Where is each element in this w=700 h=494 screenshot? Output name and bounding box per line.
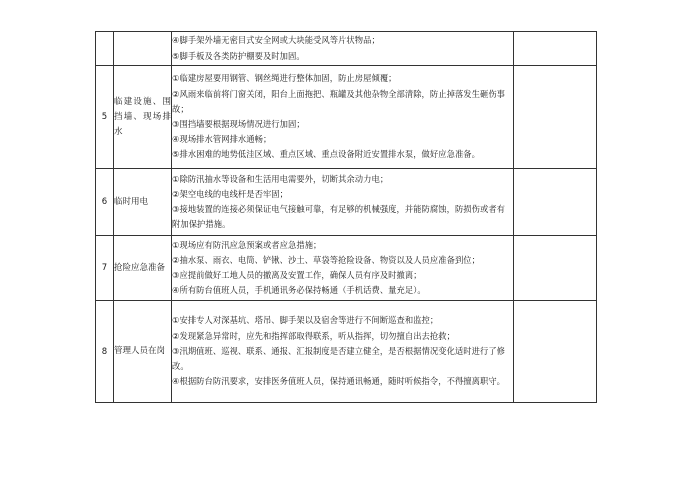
remark-cell bbox=[514, 169, 597, 236]
content-line: ⑤排水困难的地势低洼区域、重点区域、重点设备附近安置排水泵，做好应急准备。 bbox=[172, 149, 480, 160]
content-line: ③围挡墙要根据现场情况进行加固； bbox=[172, 119, 305, 129]
table-row bbox=[96, 66, 597, 169]
item-name bbox=[114, 32, 172, 66]
content-cell bbox=[172, 301, 514, 403]
item-name: 临建设施、围挡墙、现场排水 bbox=[114, 66, 172, 169]
content-cell bbox=[172, 66, 514, 169]
content-line: ④现场排水管网排水通畅； bbox=[172, 134, 272, 145]
content-line: ②架空电线的电线杆是否牢固； bbox=[172, 188, 288, 199]
item-name: 临时用电 bbox=[114, 169, 172, 236]
remark-cell bbox=[514, 301, 597, 403]
inspection-table bbox=[95, 31, 597, 403]
content-line: ①临建房屋要用钢管、钢丝绳进行整体加固，防止房屋倾覆； bbox=[172, 73, 397, 84]
content-cell bbox=[172, 32, 514, 66]
table-row bbox=[96, 301, 597, 403]
content-line: ④根据防台防汛要求，安排医务值班人员，保持通讯畅通，随时听候指令，不得擅离职守。 bbox=[172, 376, 506, 387]
content-line: ①安排专人对深基坑、塔吊、脚手架以及宿舍等进行不间断巡查和监控； bbox=[172, 315, 439, 326]
content-line: ⑤脚手板及各类防护棚要及时加固。 bbox=[172, 50, 305, 61]
row-number: 8 bbox=[96, 301, 114, 403]
row-number: 7 bbox=[96, 236, 114, 301]
content-cell bbox=[172, 236, 514, 301]
content-line: ④脚手架外墙无密目式安全网或大块能受风等片状物品； bbox=[172, 35, 380, 46]
row-number: 6 bbox=[96, 169, 114, 236]
row-number: 5 bbox=[96, 66, 114, 169]
content-line: ④所有防台值班人员，手机通讯务必保持畅通（手机话费、量充足）。 bbox=[172, 285, 426, 296]
item-name: 管理人员在岗 bbox=[114, 301, 172, 403]
table-row bbox=[96, 236, 597, 301]
content-line: ③汛期值班、巡视、联系、通报、汇报制度是否建立健全，是否根据情况变化适时进行了修改。 bbox=[172, 345, 506, 372]
content-line: ①除防汛抽水等设备和生活用电需要外，切断其余动力电； bbox=[172, 173, 389, 184]
table-row bbox=[96, 169, 597, 236]
content-line: ②抽水泵、雨衣、电筒、铲锹、沙土、草袋等抢险设备、物资以及人员应准备到位； bbox=[172, 254, 480, 265]
content-line: ③应提前做好工地人员的撤离及安置工作，确保人员有序及时撤离； bbox=[172, 270, 422, 280]
remark-cell bbox=[514, 66, 597, 169]
row-number bbox=[96, 32, 114, 66]
item-name: 抢险应急准备 bbox=[114, 236, 172, 301]
content-cell bbox=[172, 169, 514, 236]
content-line: ①现场应有防汛应急预案或者应急措施； bbox=[172, 239, 322, 250]
table-row bbox=[96, 32, 597, 66]
remark-cell bbox=[514, 236, 597, 301]
content-line: ②风雨来临前将门窗关闭，阳台上面拖把、瓶罐及其他杂物全部清除，防止掉落发生砸伤事故； bbox=[172, 88, 506, 114]
content-line: ③接地装置的连接必须保证电气接触可靠，有足够的机械强度，并能防腐蚀，防损伤或者有附加保护措施。 bbox=[172, 204, 506, 230]
content-line: ②发现紧急异常时，应先和指挥部取得联系，听从指挥，切勿擅自出去抢救； bbox=[172, 330, 455, 341]
remark-cell bbox=[514, 32, 597, 66]
